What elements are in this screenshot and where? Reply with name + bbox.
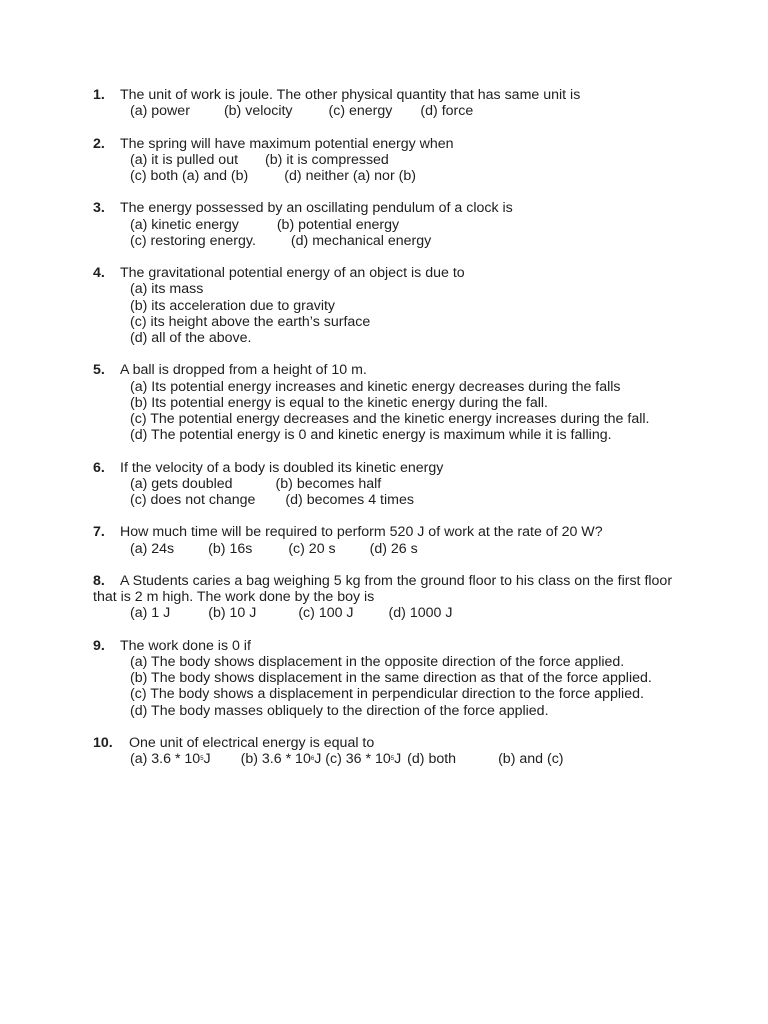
- exponent: 5: [200, 756, 204, 763]
- option-d: (d) 26 s: [369, 540, 418, 557]
- option-b: (b) its acceleration due to gravity: [130, 297, 336, 314]
- option-d: (d) mechanical energy: [290, 232, 432, 249]
- option-b: (b) Its potential energy is equal to the kinetic energy during the fall.: [130, 394, 548, 411]
- question-text: The gravitational potential energy of an object is due to: [120, 265, 465, 282]
- options-row: [93, 492, 693, 508]
- options-row: [93, 152, 693, 168]
- option-b: (b) becomes half: [275, 475, 382, 492]
- option-d: (d) both: [407, 751, 457, 768]
- question-6: [93, 460, 693, 509]
- question-text: One unit of electrical energy is equal to: [129, 734, 375, 751]
- option-a: (a) gets doubled: [130, 475, 233, 492]
- question-number: 10.: [93, 734, 113, 751]
- option-d-continued: (b) and (c): [498, 751, 564, 768]
- question-number: 1.: [93, 87, 105, 103]
- option-d: (d) 1000 J: [388, 605, 453, 622]
- option-b: (b) potential energy: [276, 216, 400, 233]
- option-a: (a) $3.6 * 10^5J$: [130, 751, 211, 768]
- exponent: 6: [310, 756, 315, 763]
- options-row: [93, 751, 693, 767]
- option-d: (d) force: [420, 103, 474, 120]
- options-row: [93, 168, 693, 184]
- question-text: A Students caries a bag weighing 5 kg from the ground floor to his class on the first floor that is 2 m high. The work done by the boy is: [93, 572, 673, 606]
- question-7: [93, 524, 693, 556]
- question-sheet: [93, 87, 693, 784]
- option-c: (c) $36 * 10^5J$: [325, 751, 402, 768]
- question-9: [93, 638, 693, 719]
- question-number: 8.: [93, 572, 105, 589]
- question-text: How much time will be required to perform 520 J of work at the rate of 20 W?: [120, 524, 603, 541]
- question-number: 5.: [93, 362, 105, 379]
- option-c: (c) its height above the earth’s surface: [130, 313, 371, 330]
- option-a: (a) 24s: [130, 540, 175, 557]
- option-c: (c) energy: [328, 103, 393, 120]
- question-text: The work done is 0 if: [120, 637, 251, 654]
- option-a: (a) power: [130, 103, 190, 120]
- option-c: (c) both (a) and (b): [130, 168, 249, 184]
- option-d: (d) The potential energy is 0 and kinetic energy is maximum while it is falling.: [130, 427, 612, 444]
- question-text: The energy possessed by an oscillating pendulum of a clock is: [120, 200, 513, 217]
- option-b: (b) it is compressed: [265, 151, 389, 168]
- question-8: [93, 573, 693, 622]
- options-row: [93, 103, 693, 119]
- option-d: (d) neither (a) nor (b): [284, 168, 416, 184]
- option-c: (c) The potential energy decreases and the kinetic energy increases during the fall.: [130, 411, 650, 427]
- question-number: 6.: [93, 459, 105, 476]
- question-text: A ball is dropped from a height of 10 m.: [120, 362, 367, 379]
- option-a: (a) kinetic energy: [130, 216, 239, 233]
- option-b: (b) $3.6 * 10^6J$: [240, 751, 322, 768]
- option-c: (c) restoring energy.: [130, 232, 256, 249]
- option-b: (b) 16s: [208, 540, 253, 557]
- options-row: [93, 233, 693, 249]
- option-a: (a) The body shows displacement in the opposite direction of the force applied.: [130, 653, 625, 670]
- question-1: [93, 87, 693, 119]
- option-c: (c) The body shows a displacement in perpendicular direction to the force applied.: [130, 686, 644, 703]
- option-c: (c) 20 s: [288, 540, 336, 557]
- exponent: 5: [390, 756, 395, 763]
- options-row: [93, 217, 693, 233]
- options-row: [93, 476, 693, 492]
- question-2: [93, 136, 693, 185]
- option-b: (b) 10 J: [208, 605, 257, 622]
- question-text: If the velocity of a body is doubled its kinetic energy: [120, 459, 444, 476]
- option-d: (d) all of the above.: [130, 330, 252, 346]
- question-4: [93, 265, 693, 346]
- option-d: (d) becomes 4 times: [285, 492, 414, 508]
- question-number: 9.: [93, 637, 105, 654]
- question-5: [93, 362, 693, 443]
- question-10: [93, 735, 693, 767]
- option-a: (a) it is pulled out: [130, 151, 239, 168]
- option-a: (a) 1 J: [130, 605, 171, 622]
- options-row: [93, 605, 693, 621]
- option-d: (d) The body masses obliquely to the direction of the force applied.: [130, 702, 549, 719]
- question-text: The spring will have maximum potential energy when: [120, 135, 454, 152]
- options-row: [93, 541, 693, 557]
- option-b: (b) velocity: [223, 103, 293, 120]
- question-3: [93, 200, 693, 249]
- question-number: 2.: [93, 135, 105, 152]
- question-number: 4.: [93, 265, 105, 282]
- option-c: (c) 100 J: [298, 605, 354, 622]
- option-a: (a) Its potential energy increases and kinetic energy decreases during the falls: [130, 378, 621, 395]
- option-b: (b) The body shows displacement in the same direction as that of the force applied.: [130, 670, 652, 687]
- question-text: The unit of work is joule. The other physical quantity that has same unit is: [120, 87, 581, 103]
- question-number: 3.: [93, 200, 105, 217]
- question-number: 7.: [93, 524, 105, 541]
- option-c: (c) does not change: [130, 492, 256, 508]
- option-a: (a) its mass: [130, 281, 204, 298]
